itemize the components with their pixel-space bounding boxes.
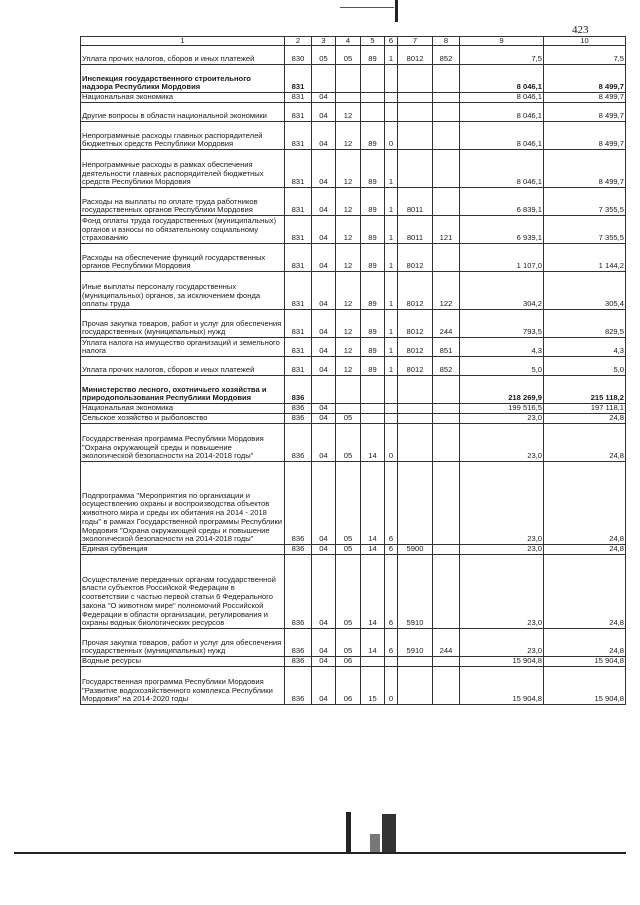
cell-target-item: [398, 657, 433, 667]
cell-expense-type: [433, 667, 460, 705]
cell-amount-1: 23,0: [460, 545, 544, 555]
cell-name: Государственная программа Республики Мордовия "Развитие водохозяйственного комплекса Республики Мордовия" на 2014-2020 годы: [81, 667, 285, 705]
cell-program: 14: [361, 424, 385, 462]
cell-admin-code: 830: [285, 46, 312, 65]
cell-subsection: 12: [336, 122, 361, 150]
cell-subsection: [336, 93, 361, 103]
cell-program: 89: [361, 244, 385, 272]
header-cell: 2: [285, 37, 312, 46]
table-row: [81, 414, 626, 424]
cell-target-item: [398, 122, 433, 150]
cell-section: 04: [312, 244, 336, 272]
cell-amount-2: 8 499,7: [544, 122, 626, 150]
cell-program: 89: [361, 188, 385, 216]
table-row: [81, 216, 626, 244]
cell-name: Водные ресурсы: [81, 657, 285, 667]
cell-amount-2: 197 118,1: [544, 404, 626, 414]
cell-program: [361, 657, 385, 667]
cell-amount-2: 1 144,2: [544, 244, 626, 272]
cell-expense-type: 122: [433, 272, 460, 310]
cell-expense-type: [433, 244, 460, 272]
table-row: [81, 188, 626, 216]
cell-amount-1: 15 904,8: [460, 667, 544, 705]
cell-expense-type: [433, 657, 460, 667]
cell-program: 14: [361, 555, 385, 629]
cell-program: [361, 103, 385, 122]
table-row: [81, 244, 626, 272]
cell-section: 05: [312, 46, 336, 65]
cell-subsection: [336, 376, 361, 404]
cell-subprogram: 1: [385, 188, 398, 216]
cell-amount-2: 24,8: [544, 629, 626, 657]
header-cell: 10: [544, 37, 626, 46]
table-row: [81, 65, 626, 93]
table-row: [81, 272, 626, 310]
cell-expense-type: [433, 404, 460, 414]
cell-target-item: 8012: [398, 310, 433, 338]
cell-section: 04: [312, 338, 336, 357]
cell-target-item: 5910: [398, 629, 433, 657]
cell-program: [361, 65, 385, 93]
cell-target-item: 5910: [398, 555, 433, 629]
cell-target-item: [398, 424, 433, 462]
cell-amount-1: 218 269,9: [460, 376, 544, 404]
cell-target-item: 8012: [398, 338, 433, 357]
table-row: [81, 103, 626, 122]
cell-amount-1: 23,0: [460, 629, 544, 657]
cell-section: 04: [312, 150, 336, 188]
cell-admin-code: 836: [285, 657, 312, 667]
table-row: [81, 357, 626, 376]
cell-section: 04: [312, 103, 336, 122]
cell-name: Фонд оплаты труда государственных (муниципальных) органов и взносы по обязательному социальному страхованию: [81, 216, 285, 244]
cell-target-item: 8011: [398, 188, 433, 216]
cell-subsection: 05: [336, 46, 361, 65]
cell-target-item: [398, 376, 433, 404]
cell-admin-code: 831: [285, 216, 312, 244]
cell-subsection: 12: [336, 216, 361, 244]
cell-subsection: 12: [336, 357, 361, 376]
table-row: [81, 310, 626, 338]
cell-section: 04: [312, 357, 336, 376]
cell-amount-2: 305,4: [544, 272, 626, 310]
cell-section: [312, 376, 336, 404]
cell-program: 14: [361, 629, 385, 657]
table-row: [81, 424, 626, 462]
cell-program: 89: [361, 310, 385, 338]
cell-admin-code: 836: [285, 629, 312, 657]
cell-expense-type: [433, 103, 460, 122]
cell-name: Непрограммные расходы в рамках обеспечения деятельности главных распорядителей бюджетных средств Республики Мордовия: [81, 150, 285, 188]
cell-expense-type: [433, 376, 460, 404]
cell-expense-type: 852: [433, 46, 460, 65]
cell-subprogram: 1: [385, 272, 398, 310]
header-cell: 3: [312, 37, 336, 46]
cell-subsection: 12: [336, 272, 361, 310]
cell-section: 04: [312, 545, 336, 555]
cell-section: 04: [312, 122, 336, 150]
cell-expense-type: [433, 545, 460, 555]
cell-amount-1: 8 046,1: [460, 103, 544, 122]
cell-subsection: 12: [336, 338, 361, 357]
cell-amount-1: 199 516,5: [460, 404, 544, 414]
cell-target-item: 8011: [398, 216, 433, 244]
cell-program: [361, 376, 385, 404]
cell-subsection: 05: [336, 424, 361, 462]
cell-admin-code: 831: [285, 65, 312, 93]
budget-table: [80, 36, 626, 705]
cell-expense-type: 851: [433, 338, 460, 357]
cell-program: 89: [361, 272, 385, 310]
cell-section: 04: [312, 667, 336, 705]
cell-name: Подпрограмма "Мероприятия по организации и осуществлению охраны и воспроизводства объектов животного мира и среды их обитания на 2014 - 2018 годы" в рамках Государственной программы Республики Мордовия "Охрана окружающей среды и повышение экологической безопасности на 2014-2018 годы": [81, 462, 285, 545]
cell-section: 04: [312, 188, 336, 216]
cell-subprogram: [385, 65, 398, 93]
cell-amount-2: 24,8: [544, 555, 626, 629]
cell-admin-code: 831: [285, 150, 312, 188]
cell-amount-1: 15 904,8: [460, 657, 544, 667]
cell-program: 14: [361, 462, 385, 545]
table-row: [81, 338, 626, 357]
cell-target-item: [398, 414, 433, 424]
cell-amount-1: 23,0: [460, 462, 544, 545]
cell-amount-2: 7 355,5: [544, 216, 626, 244]
cell-expense-type: 121: [433, 216, 460, 244]
cell-name: Уплата прочих налогов, сборов и иных платежей: [81, 357, 285, 376]
cell-subprogram: [385, 414, 398, 424]
cell-section: 04: [312, 555, 336, 629]
cell-name: Другие вопросы в области национальной экономики: [81, 103, 285, 122]
cell-amount-1: 7,5: [460, 46, 544, 65]
cell-program: 89: [361, 150, 385, 188]
cell-admin-code: 831: [285, 188, 312, 216]
cell-subsection: 05: [336, 414, 361, 424]
cell-subprogram: 6: [385, 555, 398, 629]
cell-amount-1: 1 107,0: [460, 244, 544, 272]
cell-amount-2: 24,8: [544, 545, 626, 555]
cell-subsection: [336, 65, 361, 93]
cell-subsection: 12: [336, 188, 361, 216]
cell-subprogram: 1: [385, 338, 398, 357]
cell-expense-type: [433, 65, 460, 93]
cell-target-item: 8012: [398, 244, 433, 272]
cell-name: Государственная программа Республики Мордовия "Охрана окружающей среды и повышение экологической безопасности на 2014-2018 годы": [81, 424, 285, 462]
cell-amount-2: 4,3: [544, 338, 626, 357]
table-row: [81, 667, 626, 705]
cell-name: Инспекция государственного строительного надзора Республики Мордовия: [81, 65, 285, 93]
cell-target-item: [398, 462, 433, 545]
cell-subprogram: [385, 404, 398, 414]
cell-subprogram: 1: [385, 310, 398, 338]
cell-subsection: 05: [336, 629, 361, 657]
table-row: [81, 46, 626, 65]
cell-subprogram: 6: [385, 462, 398, 545]
scan-bar: [382, 814, 396, 852]
cell-section: 04: [312, 629, 336, 657]
cell-target-item: [398, 667, 433, 705]
scan-dash: [340, 7, 394, 8]
cell-target-item: 8012: [398, 357, 433, 376]
cell-amount-1: 6 939,1: [460, 216, 544, 244]
cell-program: [361, 404, 385, 414]
cell-subsection: 12: [336, 244, 361, 272]
cell-amount-1: 23,0: [460, 424, 544, 462]
cell-name: Единая субвенция: [81, 545, 285, 555]
header-cell: 8: [433, 37, 460, 46]
cell-amount-2: 8 499,7: [544, 65, 626, 93]
cell-amount-2: 8 499,7: [544, 150, 626, 188]
cell-name: Прочая закупка товаров, работ и услуг для обеспечения государственных (муниципальных) нужд: [81, 310, 285, 338]
table-row: [81, 555, 626, 629]
cell-amount-1: 23,0: [460, 414, 544, 424]
cell-admin-code: 836: [285, 667, 312, 705]
cell-section: 04: [312, 310, 336, 338]
cell-expense-type: [433, 555, 460, 629]
cell-admin-code: 831: [285, 338, 312, 357]
cell-name: Расходы на выплаты по оплате труда работников государственных органов Республики Мордовия: [81, 188, 285, 216]
table-row: [81, 629, 626, 657]
header-cell: 7: [398, 37, 433, 46]
table-row: [81, 122, 626, 150]
cell-admin-code: 831: [285, 244, 312, 272]
cell-section: 04: [312, 657, 336, 667]
cell-subprogram: 1: [385, 46, 398, 65]
cell-amount-1: 4,3: [460, 338, 544, 357]
cell-name: Иные выплаты персоналу государственных (муниципальных) органов, за исключением фонда оплаты труда: [81, 272, 285, 310]
cell-section: 04: [312, 462, 336, 545]
table-row: [81, 404, 626, 414]
cell-expense-type: [433, 150, 460, 188]
header-cell: 1: [81, 37, 285, 46]
table-row: [81, 462, 626, 545]
cell-subprogram: 1: [385, 150, 398, 188]
page-bottom-rule: [14, 852, 626, 854]
cell-admin-code: 831: [285, 122, 312, 150]
cell-section: [312, 65, 336, 93]
cell-amount-1: 8 046,1: [460, 65, 544, 93]
cell-subprogram: 0: [385, 667, 398, 705]
cell-amount-1: 6 839,1: [460, 188, 544, 216]
cell-amount-1: 8 046,1: [460, 93, 544, 103]
table-body: [81, 46, 626, 705]
cell-subprogram: [385, 103, 398, 122]
cell-subsection: 05: [336, 545, 361, 555]
scan-bar: [370, 834, 380, 852]
cell-subprogram: 0: [385, 122, 398, 150]
table-row: [81, 376, 626, 404]
cell-subsection: 12: [336, 103, 361, 122]
cell-subprogram: 1: [385, 216, 398, 244]
cell-name: Осуществление переданных органам государственной власти субъектов Российской Федерации в соответствии с частью первой статьи 6 Федерального закона "О животном мире" полномочий Российской Федерации в области организации, регулирования и охраны водных биологических ресурсов: [81, 555, 285, 629]
cell-amount-2: 24,8: [544, 424, 626, 462]
table-row: [81, 657, 626, 667]
header-cell: 5: [361, 37, 385, 46]
cell-amount-2: 24,8: [544, 414, 626, 424]
cell-name: Национальная экономика: [81, 93, 285, 103]
cell-amount-2: 829,5: [544, 310, 626, 338]
cell-expense-type: [433, 414, 460, 424]
cell-admin-code: 836: [285, 555, 312, 629]
cell-name: Национальная экономика: [81, 404, 285, 414]
scan-mark-bottom: [340, 808, 410, 852]
cell-admin-code: 831: [285, 103, 312, 122]
cell-program: [361, 93, 385, 103]
cell-program: 89: [361, 357, 385, 376]
cell-program: 89: [361, 216, 385, 244]
header-row: [81, 37, 626, 46]
cell-section: 04: [312, 404, 336, 414]
cell-subprogram: 6: [385, 545, 398, 555]
table-row: [81, 545, 626, 555]
cell-name: Министерство лесного, охотничьего хозяйства и природопользования Республики Мордовия: [81, 376, 285, 404]
cell-subprogram: [385, 657, 398, 667]
cell-expense-type: 244: [433, 310, 460, 338]
cell-amount-1: 23,0: [460, 555, 544, 629]
cell-admin-code: 836: [285, 376, 312, 404]
cell-program: 14: [361, 545, 385, 555]
cell-section: 04: [312, 93, 336, 103]
cell-admin-code: 831: [285, 93, 312, 103]
cell-name: Уплата прочих налогов, сборов и иных платежей: [81, 46, 285, 65]
cell-subsection: 05: [336, 462, 361, 545]
cell-target-item: 5900: [398, 545, 433, 555]
cell-amount-2: 15 904,8: [544, 657, 626, 667]
cell-subprogram: 1: [385, 357, 398, 376]
cell-target-item: [398, 150, 433, 188]
cell-expense-type: 852: [433, 357, 460, 376]
cell-subsection: 12: [336, 310, 361, 338]
cell-expense-type: [433, 462, 460, 545]
header-cell: 6: [385, 37, 398, 46]
scan-bar: [395, 0, 398, 22]
cell-subprogram: 1: [385, 244, 398, 272]
cell-admin-code: 836: [285, 424, 312, 462]
cell-program: [361, 414, 385, 424]
cell-program: 89: [361, 122, 385, 150]
cell-admin-code: 831: [285, 272, 312, 310]
cell-section: 04: [312, 424, 336, 462]
cell-section: 04: [312, 216, 336, 244]
cell-section: 04: [312, 272, 336, 310]
cell-amount-2: 15 904,8: [544, 667, 626, 705]
scan-bar: [346, 812, 351, 852]
cell-subsection: 12: [336, 150, 361, 188]
cell-subprogram: 6: [385, 629, 398, 657]
scan-mark-top: [340, 0, 402, 22]
cell-subprogram: [385, 376, 398, 404]
cell-section: 04: [312, 414, 336, 424]
cell-expense-type: [433, 122, 460, 150]
cell-program: 89: [361, 46, 385, 65]
cell-amount-1: 8 046,1: [460, 150, 544, 188]
cell-subsection: [336, 404, 361, 414]
cell-name: Непрограммные расходы главных распорядителей бюджетных средств Республики Мордовия: [81, 122, 285, 150]
cell-expense-type: [433, 93, 460, 103]
header-cell: 9: [460, 37, 544, 46]
cell-name: Сельское хозяйство и рыболовство: [81, 414, 285, 424]
page-number: 423: [572, 24, 589, 36]
cell-expense-type: 244: [433, 629, 460, 657]
cell-amount-2: 7 355,5: [544, 188, 626, 216]
cell-subsection: 06: [336, 667, 361, 705]
cell-program: 15: [361, 667, 385, 705]
cell-subsection: 06: [336, 657, 361, 667]
cell-expense-type: [433, 188, 460, 216]
cell-amount-2: 5,0: [544, 357, 626, 376]
table-row: [81, 150, 626, 188]
cell-admin-code: 836: [285, 414, 312, 424]
cell-admin-code: 836: [285, 404, 312, 414]
cell-amount-2: 215 118,2: [544, 376, 626, 404]
cell-subprogram: 0: [385, 424, 398, 462]
cell-admin-code: 836: [285, 545, 312, 555]
cell-admin-code: 831: [285, 357, 312, 376]
cell-admin-code: 831: [285, 310, 312, 338]
cell-subsection: 05: [336, 555, 361, 629]
cell-name: Уплата налога на имущество организаций и земельного налога: [81, 338, 285, 357]
header-cell: 4: [336, 37, 361, 46]
cell-amount-1: 304,2: [460, 272, 544, 310]
cell-amount-2: 8 499,7: [544, 103, 626, 122]
table-row: [81, 93, 626, 103]
cell-admin-code: 836: [285, 462, 312, 545]
cell-target-item: [398, 65, 433, 93]
cell-amount-1: 793,5: [460, 310, 544, 338]
cell-amount-2: 8 499,7: [544, 93, 626, 103]
cell-name: Расходы на обеспечение функций государственных органов Республики Мордовия: [81, 244, 285, 272]
cell-target-item: 8012: [398, 272, 433, 310]
cell-name: Прочая закупка товаров, работ и услуг для обеспечения государственных (муниципальных) нужд: [81, 629, 285, 657]
cell-target-item: [398, 93, 433, 103]
cell-expense-type: [433, 424, 460, 462]
cell-amount-1: 8 046,1: [460, 122, 544, 150]
cell-amount-1: 5,0: [460, 357, 544, 376]
cell-subprogram: [385, 93, 398, 103]
cell-amount-2: 7,5: [544, 46, 626, 65]
cell-target-item: 8012: [398, 46, 433, 65]
cell-program: 89: [361, 338, 385, 357]
cell-target-item: [398, 404, 433, 414]
cell-amount-2: 24,8: [544, 462, 626, 545]
cell-target-item: [398, 103, 433, 122]
